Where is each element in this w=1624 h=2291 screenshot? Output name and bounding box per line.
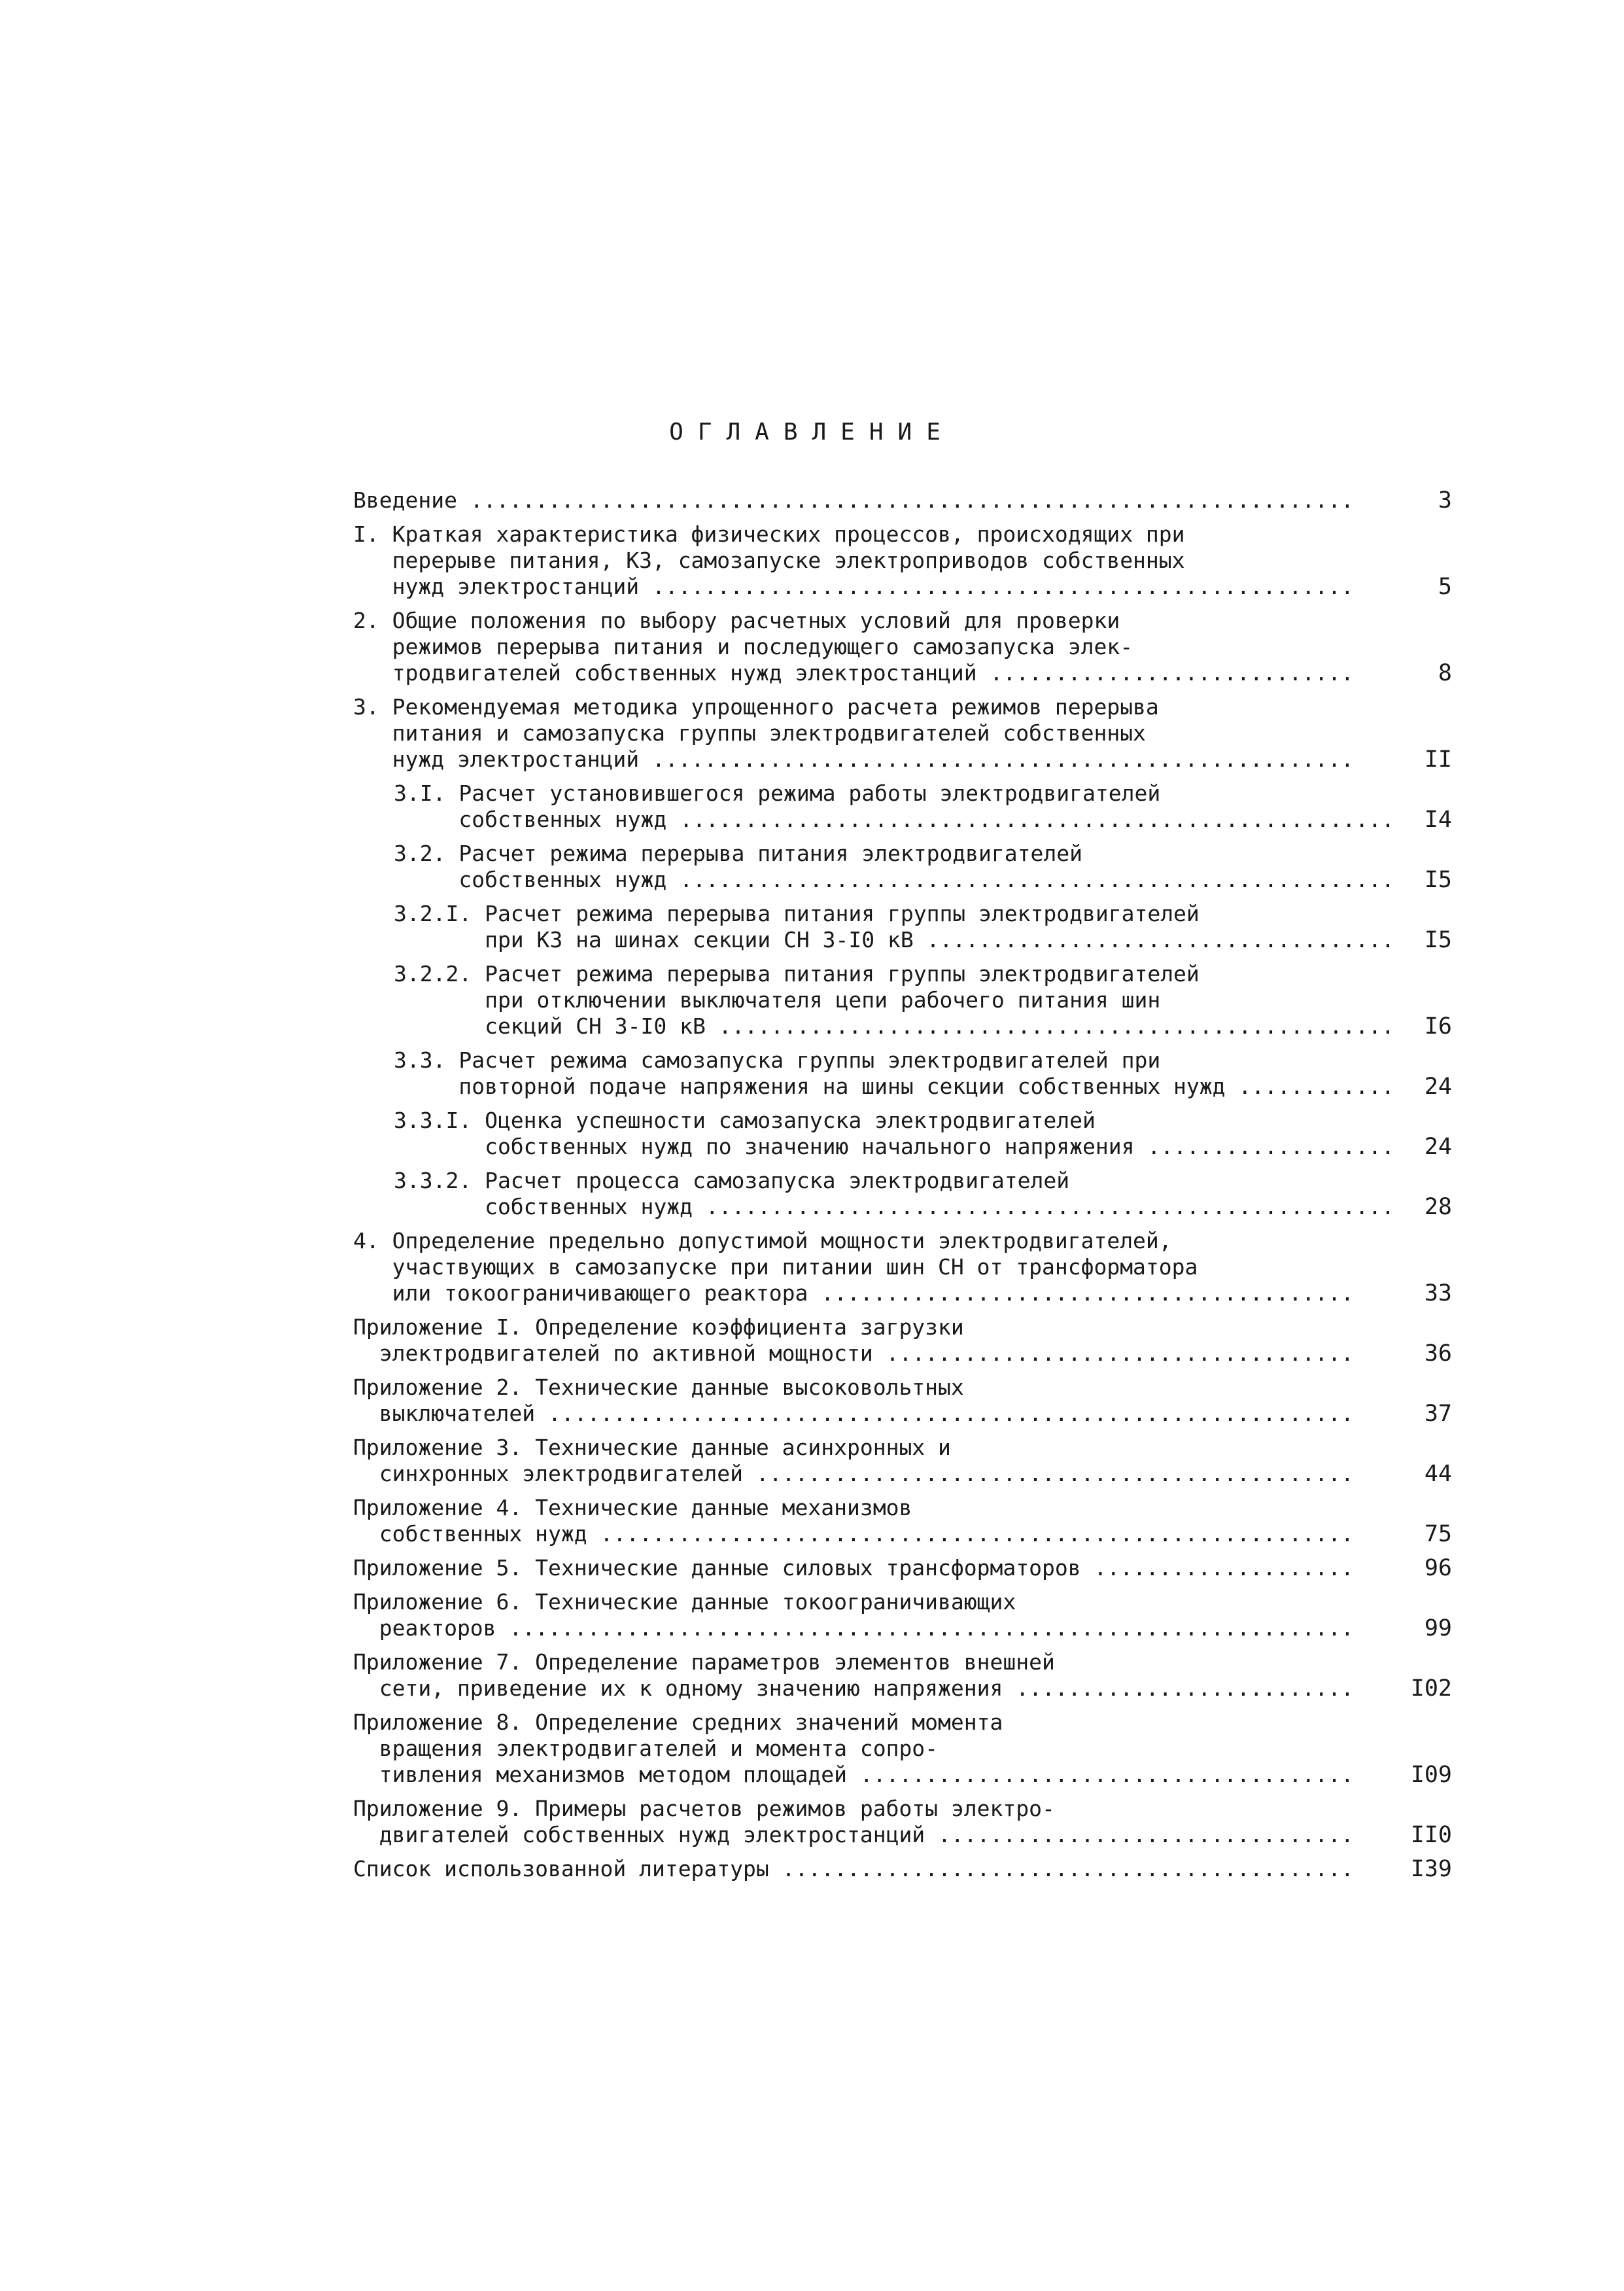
toc-entry-text-line: вращения электродвигателей и момента сопро- — [353, 1736, 939, 1761]
toc-entry-text-line: перерыве питания, КЗ, самозапуске электроприводов собственных — [353, 548, 1185, 573]
toc-page-number: 75 — [1424, 1521, 1452, 1547]
toc-entry-text-line: 3. Рекомендуемая методика упрощенного расчета режимов перерыва — [353, 694, 1159, 720]
toc-entry — [353, 961, 1452, 1040]
toc-entry-text-line: 3.I. Расчет установившегося режима работы электродвигателей — [394, 780, 1161, 806]
toc-entry-text-line: нужд электростанций ..... — [353, 574, 1354, 600]
toc-entry — [353, 1856, 1452, 1882]
toc-entry-text-line: секций СН 3-I0 кВ ..... — [394, 1013, 1394, 1040]
toc-entry — [353, 1435, 1452, 1487]
toc-entry — [353, 841, 1452, 893]
toc-page-number: I09 — [1410, 1762, 1452, 1788]
toc-page-number: 44 — [1424, 1461, 1452, 1487]
toc-page-number: 33 — [1424, 1280, 1452, 1306]
toc-page-number: 24 — [1424, 1134, 1452, 1160]
toc-entry-text-line: питания и самозапуска группы электродвигателей собственных — [353, 720, 1146, 746]
toc-entry-text-line: при отключении выключателя цепи рабочего питания шин — [394, 987, 1161, 1013]
toc-entry-text-line: выключателей ..... — [353, 1401, 1354, 1427]
page-title: ОГЛАВЛЕНИЕ — [669, 419, 955, 446]
toc-page-number: II — [1424, 746, 1452, 773]
toc-entry — [353, 1314, 1452, 1367]
toc-entry-text-line: Приложение 5. Технические данные силовых трансформаторов ..... — [353, 1555, 1354, 1581]
toc-entry-text-line: Приложение 8. Определение средних значений момента — [353, 1709, 1003, 1735]
toc-entry-text-line: Приложение 6. Технические данные токоограничивающих — [353, 1589, 1016, 1615]
toc-entry — [353, 1228, 1452, 1306]
toc-entry-text-line: Приложение 4. Технические данные механизмов — [353, 1495, 912, 1520]
toc-entry-text-line: Введение ..... — [353, 487, 1354, 514]
toc-entry-text-line: нужд электростанций ..... — [353, 746, 1354, 773]
toc-entry — [353, 1796, 1452, 1848]
toc-entry-text-line: Приложение 7. Определение параметров элементов внешней — [353, 1649, 1055, 1675]
toc-page-number: I5 — [1424, 927, 1452, 953]
toc-entry-text-line: 3.3.2. Расчет процесса самозапуска электродвигателей — [394, 1168, 1070, 1193]
toc-page-number: I4 — [1424, 807, 1452, 833]
toc-entry-text-line: Приложение 9. Примеры расчетов режимов работы электро- — [353, 1796, 1055, 1821]
toc-entry-text-line: 3.2.2. Расчет режима перерыва питания группы электродвигателей — [394, 961, 1200, 987]
toc-entry — [353, 1709, 1452, 1788]
toc-entry-text-line: 3.3. Расчет режима самозапуска группы электродвигателей при — [394, 1047, 1161, 1073]
toc-entry — [353, 694, 1452, 773]
toc-page-number: 37 — [1424, 1401, 1452, 1427]
toc-entry-text-line: тивления механизмов методом площадей ..... — [353, 1762, 1354, 1788]
toc-entry-text-line: синхронных электродвигателей ..... — [353, 1461, 1354, 1487]
toc-entry — [353, 487, 1452, 514]
toc-entry — [353, 1649, 1452, 1702]
toc-entry — [353, 608, 1452, 686]
toc-entry-text-line: при КЗ на шинах секции СН 3-I0 кВ ..... — [394, 927, 1394, 953]
toc-entry-text-line: собственных нужд ..... — [394, 867, 1394, 893]
toc-entry-text-line: электродвигателей по активной мощности ..... — [353, 1340, 1354, 1367]
toc-entry-text-line: 3.2. Расчет режима перерыва питания электродвигателей — [394, 841, 1082, 866]
toc-entry — [353, 1168, 1452, 1220]
toc-entry-text-line: реакторов ..... — [353, 1615, 1354, 1641]
toc-entry-text-line: участвующих в самозапуске при питании шин СН от трансформатора — [353, 1254, 1198, 1280]
toc-page-number: 24 — [1424, 1074, 1452, 1100]
toc-entry-text-line: собственных нужд по значению начального напряжения ..... — [394, 1134, 1394, 1160]
table-of-contents — [353, 487, 1452, 1890]
toc-page-number: 3 — [1438, 487, 1452, 514]
toc-entry — [353, 1108, 1452, 1160]
toc-page-number: 8 — [1438, 660, 1452, 686]
toc-entry-text-line: 4. Определение предельно допустимой мощности электродвигателей, — [353, 1228, 1172, 1253]
toc-entry-text-line: 3.2.I. Расчет режима перерыва питания группы электродвигателей — [394, 901, 1200, 926]
toc-page-number: I5 — [1424, 867, 1452, 893]
toc-entry-text-line: Приложение 2. Технические данные высоковольтных — [353, 1374, 964, 1400]
toc-page-number: 28 — [1424, 1194, 1452, 1220]
toc-page-number: 36 — [1424, 1340, 1452, 1367]
toc-entry-text-line: тродвигателей собственных нужд электростанций ..... — [353, 660, 1354, 686]
toc-entry — [353, 1374, 1452, 1427]
toc-entry-text-line: сети, приведение их к одному значению напряжения ..... — [353, 1675, 1354, 1702]
toc-entry — [353, 521, 1452, 600]
toc-entry-text-line: или токоограничивающего реактора ..... — [353, 1280, 1354, 1306]
toc-entry — [353, 901, 1452, 953]
toc-page-number: 5 — [1438, 574, 1452, 600]
toc-page-number: 96 — [1424, 1555, 1452, 1581]
toc-entry-text-line: Приложение 3. Технические данные асинхронных и — [353, 1435, 951, 1460]
toc-entry-text-line: 3.3.I. Оценка успешности самозапуска электродвигателей — [394, 1108, 1096, 1133]
toc-entry-text-line: повторной подаче напряжения на шины секции собственных нужд ..... — [394, 1074, 1394, 1100]
toc-entry-text-line: собственных нужд ..... — [394, 807, 1394, 833]
toc-entry — [353, 1555, 1452, 1581]
toc-entry-text-line: режимов перерыва питания и последующего самозапуска элек- — [353, 634, 1133, 659]
toc-page-number: I39 — [1410, 1856, 1452, 1882]
toc-entry-text-line: собственных нужд ..... — [394, 1194, 1394, 1220]
toc-entry-text-line: 2. Общие положения по выбору расчетных условий для проверки — [353, 608, 1120, 633]
toc-page-number: I6 — [1424, 1013, 1452, 1040]
toc-entry — [353, 780, 1452, 833]
toc-entry-text-line: собственных нужд ..... — [353, 1521, 1354, 1547]
toc-entry-text-line: Приложение I. Определение коэффициента загрузки — [353, 1314, 964, 1340]
toc-entry-text-line: двигателей собственных нужд электростанций ..... — [353, 1822, 1354, 1848]
toc-entry — [353, 1495, 1452, 1547]
toc-entry — [353, 1047, 1452, 1100]
toc-page-number: 99 — [1424, 1615, 1452, 1641]
toc-page-number: I02 — [1410, 1675, 1452, 1702]
toc-entry — [353, 1589, 1452, 1641]
toc-page-number: II0 — [1410, 1822, 1452, 1848]
toc-entry-text-line: I. Краткая характеристика физических процессов, происходящих при — [353, 521, 1185, 547]
toc-entry-text-line: Список использованной литературы ..... — [353, 1856, 1354, 1882]
